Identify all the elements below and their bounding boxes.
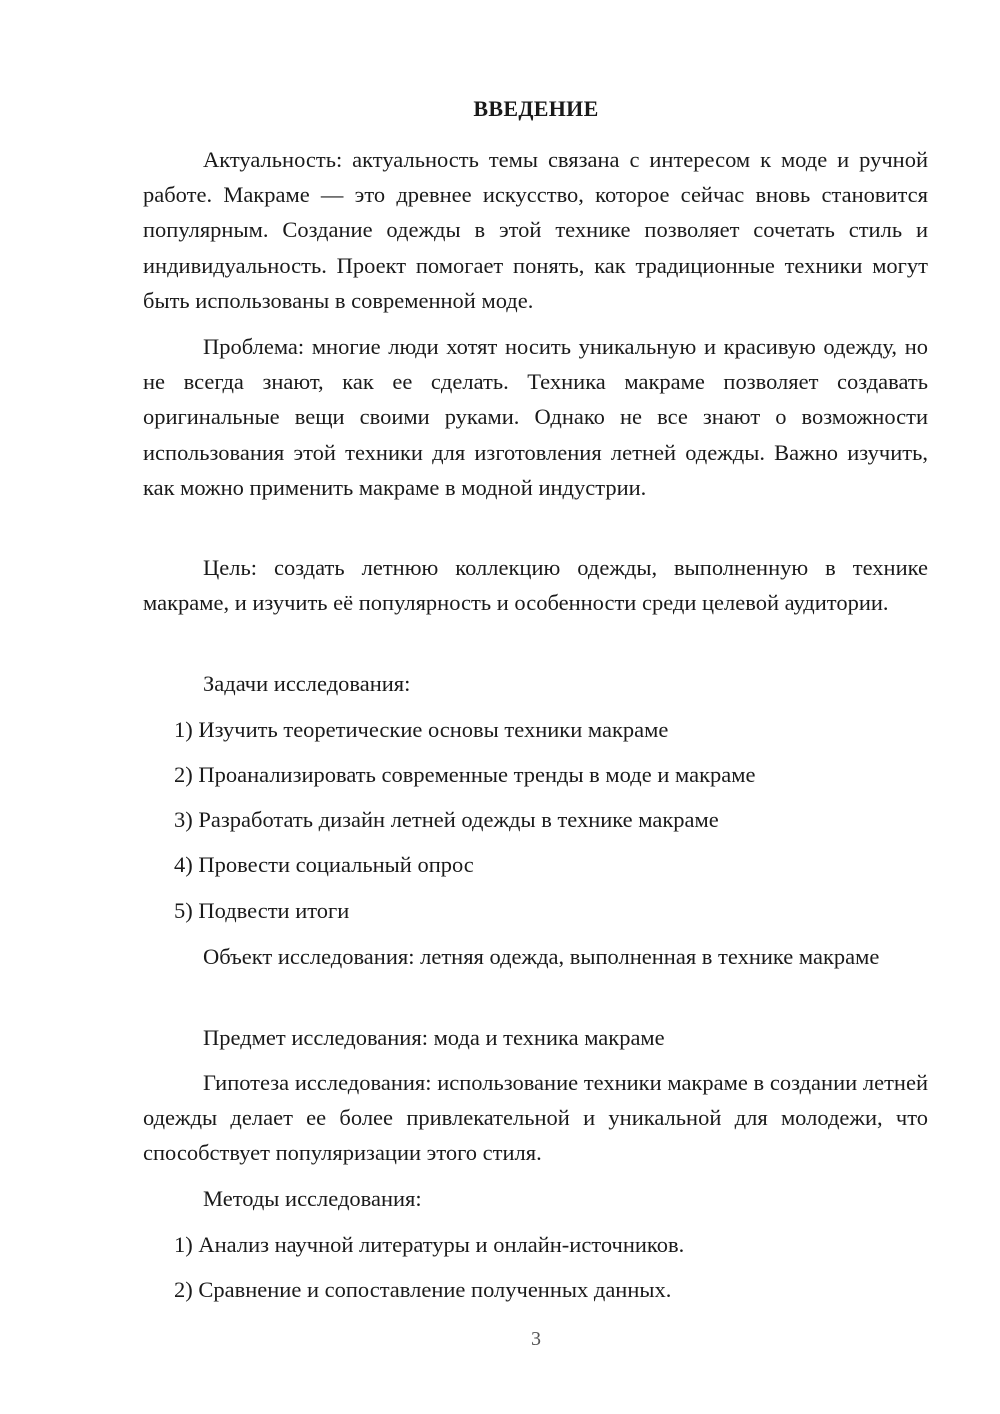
task-item: 5) Подвести итоги bbox=[174, 898, 350, 923]
subject-paragraph: Предмет исследования: мода и техника макраме bbox=[203, 1025, 665, 1050]
page-title: ВВЕДЕНИЕ bbox=[473, 96, 599, 121]
task-item: 2) Проанализировать современные тренды в моде и макраме bbox=[174, 762, 756, 787]
method-item: 2) Сравнение и сопоставление полученных данных. bbox=[174, 1277, 672, 1302]
tasks-heading: Задачи исследования: bbox=[203, 671, 411, 696]
object-paragraph: Объект исследования: летняя одежда, выполненная в технике макраме bbox=[203, 944, 880, 969]
method-item: 1) Анализ научной литературы и онлайн-источников. bbox=[174, 1232, 685, 1257]
relevance-paragraph: Актуальность: актуальность темы связана с интересом к моде и ручной работе. Макраме — это древнее искусство, которое сейчас вновь становится популярным. Создание одежды в этой технике позволяет сочетать стиль и индивидуальность. Проект помогает понять, как традиционные техники могут быть использованы в современной моде. bbox=[143, 147, 928, 313]
task-item: 3) Разработать дизайн летней одежды в технике макраме bbox=[174, 807, 719, 832]
page-number: 3 bbox=[531, 1328, 541, 1350]
goal-paragraph: Цель: создать летнюю коллекцию одежды, выполненную в технике макраме, и изучить её популярность и особенности среди целевой аудитории. bbox=[143, 555, 928, 616]
methods-heading: Методы исследования: bbox=[203, 1186, 422, 1211]
hypothesis-paragraph: Гипотеза исследования: использование техники макраме в создании летней одежды делает ее более привлекательной и уникальной для молодежи, что способствует популяризации этого стиля. bbox=[143, 1070, 928, 1166]
problem-paragraph: Проблема: многие люди хотят носить уникальную и красивую одежду, но не всегда знают, как ее сделать. Техника макраме позволяет создавать оригинальные вещи своими руками. Однако не все знают о возможности использования этой техники для изготовления летней одежды. Важно изучить, как можно применить макраме в модной индустрии. bbox=[143, 334, 928, 500]
task-item: 1) Изучить теоретические основы техники макраме bbox=[174, 717, 669, 742]
task-item: 4) Провести социальный опрос bbox=[174, 852, 474, 877]
